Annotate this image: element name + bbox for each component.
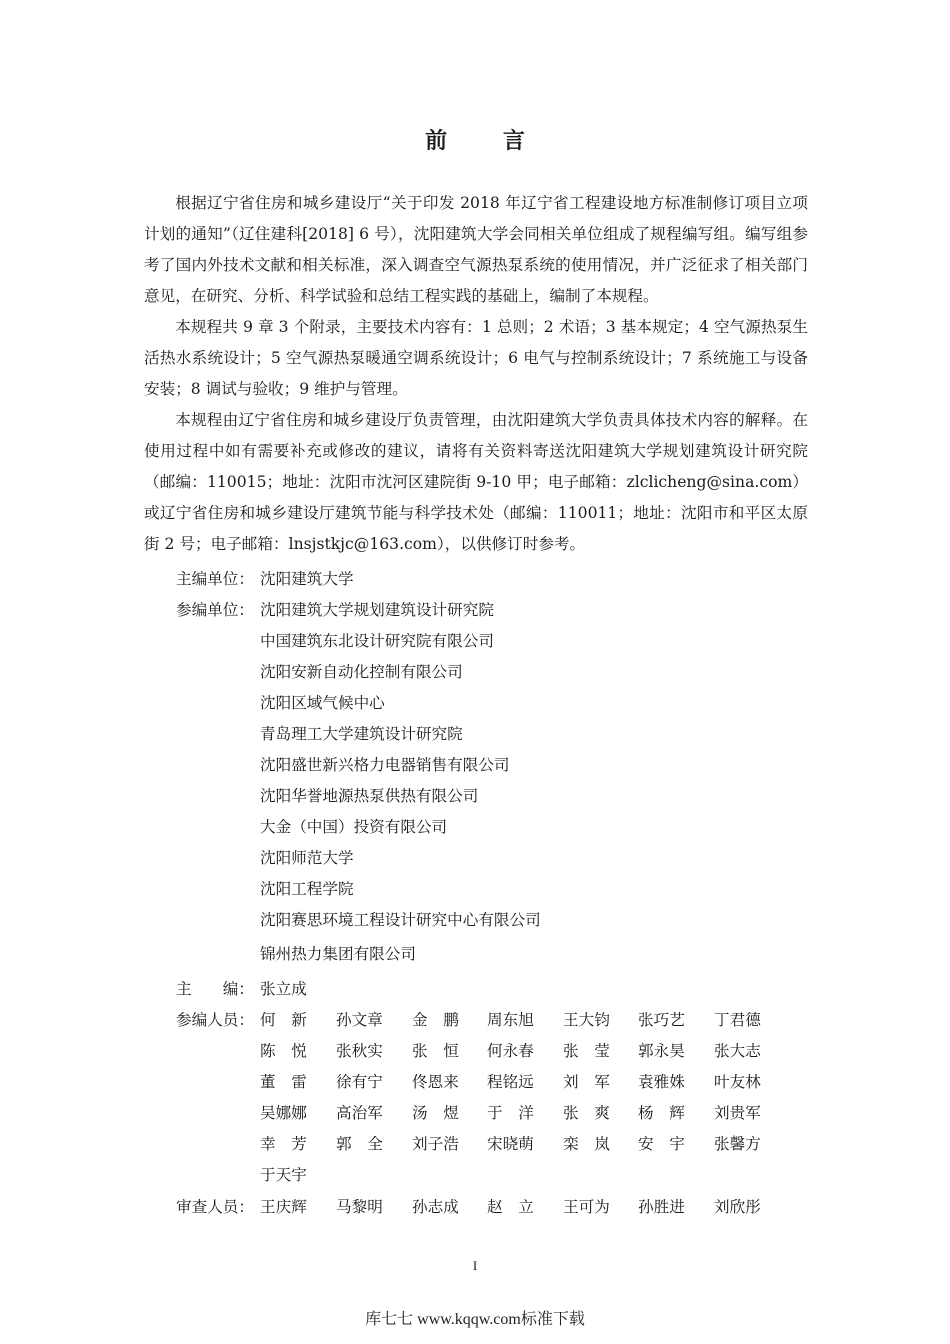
editor-name: 周东旭	[487, 1011, 534, 1029]
editor-name: 袁雅姝	[638, 1073, 685, 1091]
reviewer-name: 刘欣彤	[714, 1198, 761, 1216]
participating-unit-name: 中国建筑东北设计研究院有限公司	[260, 632, 494, 650]
editor-name: 宋晓萌	[487, 1135, 534, 1153]
preface-body	[144, 188, 808, 560]
editor-name: 张 莹	[563, 1042, 610, 1060]
participating-unit-name: 大金（中国）投资有限公司	[260, 818, 448, 836]
reviewer-name: 王庆辉	[260, 1198, 307, 1216]
editor-name: 丁君德	[714, 1011, 761, 1029]
editor-name: 何 新	[260, 1011, 307, 1029]
participating-unit-name: 沈阳盛世新兴格力电器销售有限公司	[260, 756, 510, 774]
editor-name: 郭永昊	[638, 1042, 685, 1060]
page-number: I	[472, 1258, 478, 1273]
editor-name: 徐有宁	[336, 1073, 383, 1091]
participating-unit-name: 沈阳师范大学	[260, 849, 354, 867]
reviewer-name: 孙志成	[412, 1198, 459, 1216]
editor-name: 汤 煜	[412, 1104, 459, 1122]
editor-name: 杨 辉	[638, 1104, 685, 1122]
editor-name: 安 宇	[638, 1135, 685, 1153]
chief-unit-label: 主编单位：	[176, 570, 254, 588]
participating-unit-name: 沈阳安新自动化控制有限公司	[260, 663, 463, 681]
editor-name: 孙文章	[336, 1011, 383, 1029]
editor-name: 吴娜娜	[260, 1104, 307, 1122]
editor-name: 张 恒	[412, 1042, 459, 1060]
editor-name: 张 爽	[563, 1104, 610, 1122]
editor-name: 陈 悦	[260, 1042, 307, 1060]
editor-name: 叶友林	[714, 1073, 761, 1091]
participating-units-label: 参编单位：	[176, 601, 254, 619]
paragraph-management: 本规程由辽宁省住房和城乡建设厅负责管理，由沈阳建筑大学负责具体技术内容的解释。在使用过程中如有需要补充或修改的建议，请将有关资料寄送沈阳建筑大学规划建筑设计研究院（邮编：110015；地址：沈阳市沈河区建院街 9-10 甲；电子邮箱：zlclicheng@sina.com）或辽宁省住房和城乡建设厅建筑节能与科学技术处（邮编：110011；地址：沈阳市和平区太原街 2 号；电子邮箱：lnsjstkjc@163.com），以供修订时参考。	[144, 411, 808, 553]
participating-unit-name: 沈阳区域气候中心	[260, 694, 385, 712]
editor-name: 于 洋	[487, 1104, 534, 1122]
editor-name: 金 鹏	[412, 1011, 459, 1029]
editor-name: 张秋实	[336, 1042, 383, 1060]
participating-unit-name: 锦州热力集团有限公司	[260, 945, 416, 963]
editor-name: 于天宇	[260, 1166, 307, 1184]
editor-name: 王大钧	[563, 1011, 610, 1029]
participating-editors-label: 参编人员：	[176, 1011, 254, 1029]
footer-watermark: 库七七 www.kqqw.com标准下载	[365, 1311, 585, 1328]
participating-unit-name: 青岛理工大学建筑设计研究院	[260, 725, 463, 743]
page-title: 前 言	[425, 129, 549, 154]
participating-unit-name: 沈阳赛思环境工程设计研究中心有限公司	[260, 911, 541, 929]
editor-name: 刘子浩	[412, 1135, 459, 1153]
reviewers-label: 审查人员：	[176, 1198, 254, 1216]
editor-name: 张大志	[714, 1042, 761, 1060]
editor-name: 何永春	[487, 1042, 534, 1060]
reviewer-name: 王可为	[563, 1198, 610, 1216]
editor-name: 郭 全	[336, 1135, 383, 1153]
editor-name: 栾 岚	[563, 1135, 610, 1153]
participating-unit-name: 沈阳工程学院	[260, 880, 354, 898]
editor-name: 董 雷	[260, 1073, 307, 1091]
editor-name: 刘 军	[563, 1073, 610, 1091]
editor-name: 张馨方	[714, 1135, 761, 1153]
reviewer-name: 赵 立	[487, 1198, 534, 1216]
reviewer-name: 孙胜进	[638, 1198, 685, 1216]
participating-unit-name: 沈阳华誉地源热泵供热有限公司	[260, 787, 479, 805]
participating-unit-name: 沈阳建筑大学规划建筑设计研究院	[260, 601, 494, 619]
editor-name: 程铭远	[487, 1073, 534, 1091]
paragraph-contents: 本规程共 9 章 3 个附录，主要技术内容有：1 总则；2 术语；3 基本规定；4 空气源热泵生活热水系统设计；5 空气源热泵暖通空调系统设计；6 电气与控制系统设计；7 系统施工与设备安装；8 调试与验收；9 维护与管理。	[144, 318, 808, 398]
reviewer-name: 马黎明	[336, 1198, 383, 1216]
editor-name: 刘贵军	[714, 1104, 761, 1122]
editor-name: 高治军	[336, 1104, 383, 1122]
editor-name: 张巧艺	[638, 1011, 685, 1029]
chief-editor-label: 主 编：	[176, 980, 254, 998]
editor-name: 幸 芳	[260, 1135, 307, 1153]
chief-editor-value: 张立成	[260, 980, 307, 998]
editor-name: 佟恩来	[412, 1073, 459, 1091]
chief-unit-value: 沈阳建筑大学	[260, 570, 354, 588]
paragraph-background: 根据辽宁省住房和城乡建设厅“关于印发 2018 年辽宁省工程建设地方标准制修订项目立项计划的通知”（辽住建科[2018] 6 号），沈阳建筑大学会同相关单位组成了规程编写组。编写组参考了国内外技术文献和相关标准，深入调查空气源热泵系统的使用情况，并广泛征求了相关部门意见，在研究、分析、科学试验和总结工程实践的基础上，编制了本规程。	[144, 194, 808, 305]
